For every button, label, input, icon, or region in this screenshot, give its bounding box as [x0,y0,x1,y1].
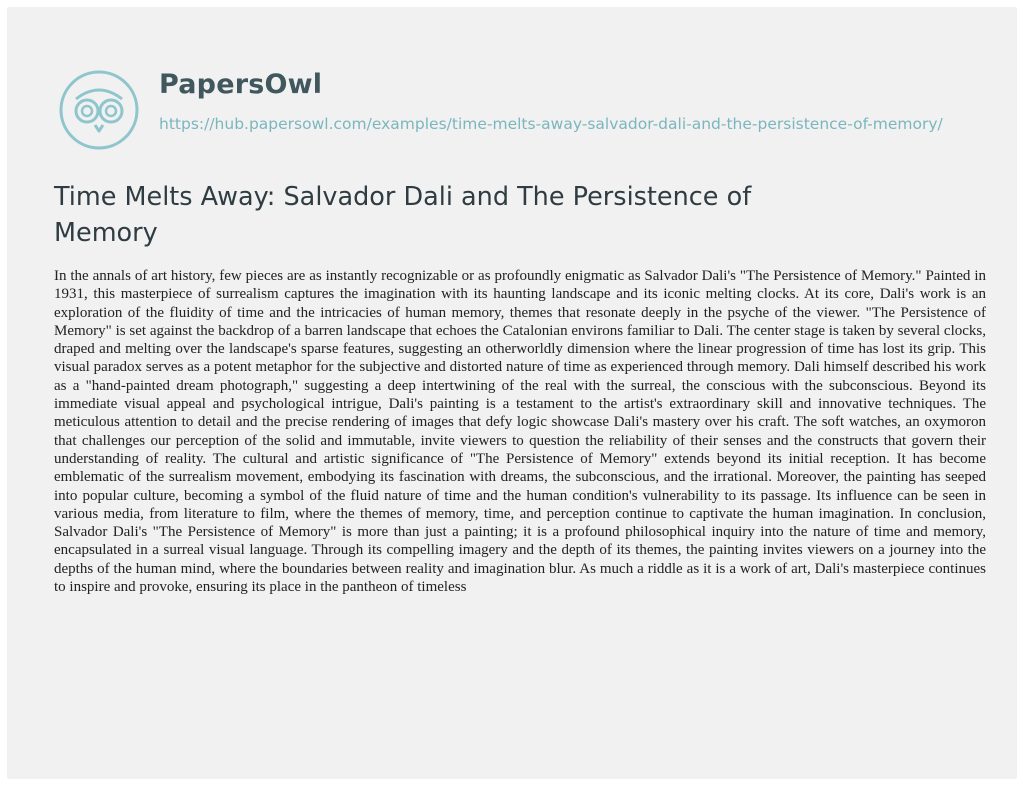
document-title: Time Melts Away: Salvador Dali and The Persistence of Memory [54,182,752,248]
brand-name: PapersOwl [159,69,323,100]
source-url-link[interactable]: https://hub.papersowl.com/examples/time-melts-away-salvador-dali-and-the-persistence-of-memory/ [159,115,943,133]
essay-body: In the annals of art history, few pieces are as instantly recognizable or as profoundly enigmatic as Salvador Dali's "The Persistence of Memory." Painted in 1931, this masterpiece of surrealism captures the imagination with its haunting landscape and its iconic melting clocks. At its core, Dali's work is an exploration of the fluidity of time and the intricacies of human memory, themes that resonate deeply in the psyche of the viewer. "The Persistence of Memory" is set against the backdrop of a barren landscape that echoes the Catalonian environs familiar to Dali. The center stage is taken by several clocks, draped and melting over the landscape's sparse features, suggesting an otherworldly dimension where the linear progression of time has lost its grip. This visual paradox serves as a potent metaphor for the subjective and distorted nature of time as experienced through memory. Dali himself described his work as a "hand-painted dream photograph," suggesting a deep intertwining of the real with the surreal, the conscious with the subconscious. Beyond its immediate visual appeal and psychological intrigue, Dali's painting is a testament to the artist's extraordinary skill and innovative techniques. The meticulous attention to detail and the precise rendering of images that defy logic showcase Dali's mastery over his craft. The soft watches, an oxymoron that challenges our perception of the solid and immutable, invite viewers to question the reliability of their senses and the constructs that govern their understanding of reality. The cultural and artistic significance of "The Persistence of Memory" extends beyond its initial reception. It has become emblematic of the surrealism movement, embodying its fascination with dreams, the subconscious, and the irrational. Moreover, the painting has seeped into popular culture, becoming a symbol of the fluid nature of time and the human condition's vulnerability to its passage. Its influence can be seen in various media, from literature to film, where the themes of memory, time, and perception continue to captivate the human imagination. In conclusion, Salvador Dali's "The Persistence of Memory" is more than just a painting; it is a profound philosophical inquiry into the nature of time and memory, encapsulated in a surreal visual language. Through its compelling imagery and the depth of its themes, the painting invites viewers on a journey into the depths of the human mind, where the boundaries between reality and imagination blur. As much a riddle as it is a work of art, Dali's masterpiece continues to inspire and provoke, ensuring its place in the pantheon of timeless [54,268,986,596]
page-background [7,7,1017,779]
owl-logo-icon [58,69,140,151]
site-header [58,65,958,165]
